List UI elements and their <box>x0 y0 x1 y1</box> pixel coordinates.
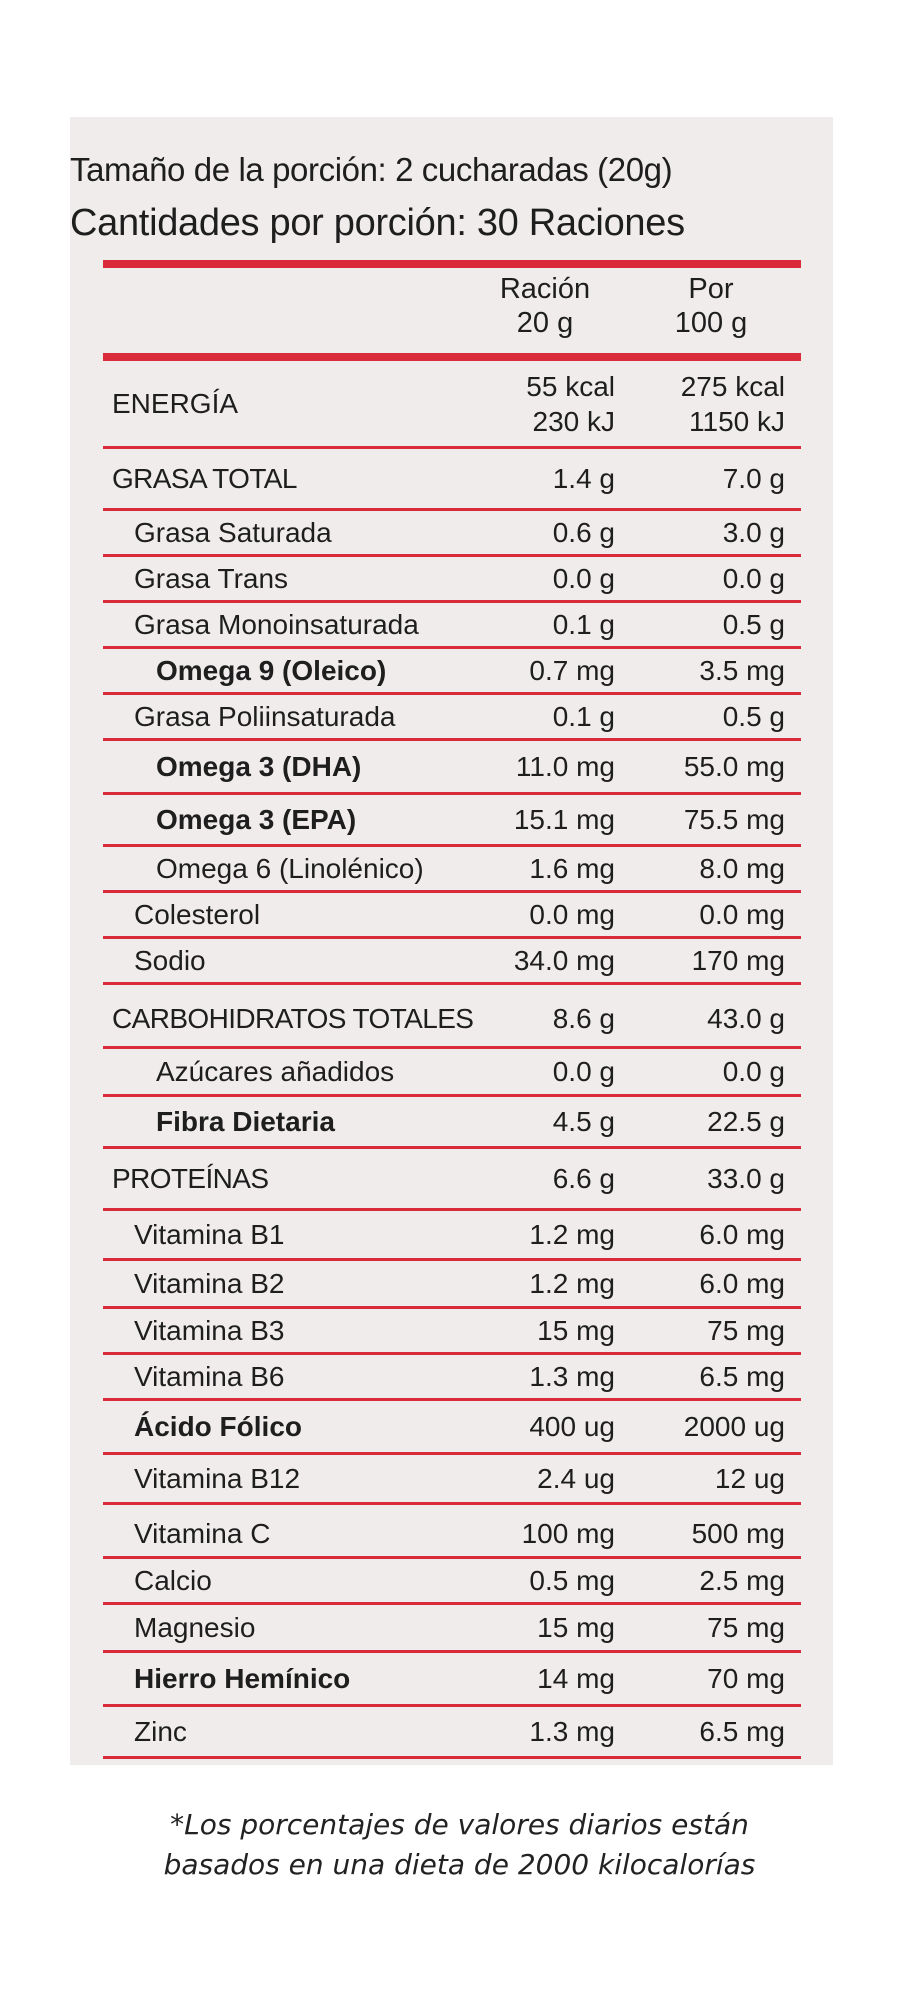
nutrient-name: Sodio <box>134 944 206 976</box>
table-row <box>103 557 801 603</box>
per100-value: 2.5 mg <box>699 1564 785 1596</box>
portion-header-line1: Ración <box>499 273 591 305</box>
table-row <box>103 361 801 449</box>
table-row <box>103 795 801 847</box>
nutrient-name: Vitamina B1 <box>134 1218 285 1250</box>
table-row <box>103 695 801 741</box>
nutrient-name: Grasa Trans <box>134 562 289 594</box>
per100-value <box>681 361 785 446</box>
portion-value: 0.1 g <box>552 700 615 732</box>
per100-value: 6.5 mg <box>699 1360 785 1392</box>
portion-value: 1.6 mg <box>529 852 615 884</box>
table-row <box>103 1149 801 1211</box>
per100-value: 500 mg <box>691 1517 785 1549</box>
portion-value: 1.3 mg <box>529 1715 615 1747</box>
nutrient-name: CARBOHIDRATOS TOTALES <box>112 1002 474 1034</box>
portion-value: 1.2 mg <box>529 1218 615 1250</box>
portion-value: 15 mg <box>537 1611 615 1643</box>
portion-value: 8.6 g <box>552 1002 615 1034</box>
nutrient-name: Hierro Hemínico <box>134 1662 351 1694</box>
nutrient-name: GRASA TOTAL <box>112 462 297 494</box>
portion-value: 0.1 g <box>552 608 615 640</box>
nutrient-name: Fibra Dietaria <box>156 1105 335 1137</box>
portion-value: 1.4 g <box>552 462 615 494</box>
per100-value: 6.0 mg <box>699 1218 785 1250</box>
nutrient-name: Zinc <box>134 1715 187 1747</box>
portion-value: 4.5 g <box>552 1105 615 1137</box>
per100-kj: 1150 kJ <box>689 405 785 437</box>
per100-column-header <box>636 272 786 340</box>
per100-value: 70 mg <box>707 1662 785 1694</box>
table-row <box>103 1261 801 1309</box>
portion-value: 100 mg <box>521 1517 615 1549</box>
per100-header-line1: Por <box>688 273 734 305</box>
footnote <box>0 1805 919 1885</box>
table-row <box>103 1455 801 1505</box>
per100-value: 6.0 mg <box>699 1267 785 1299</box>
nutrient-name: Vitamina B6 <box>134 1360 285 1392</box>
nutrient-name: Omega 6 (Linolénico) <box>156 852 424 884</box>
portion-value <box>526 361 615 446</box>
nutrient-name: Ácido Fólico <box>134 1410 302 1442</box>
nutrient-name: Calcio <box>134 1564 212 1596</box>
table-row <box>103 1559 801 1605</box>
per100-value: 0.0 g <box>722 562 785 594</box>
nutrient-name: Omega 3 (DHA) <box>156 750 362 782</box>
portion-value: 0.0 g <box>552 562 615 594</box>
table-row <box>103 1355 801 1401</box>
nutrient-name: Vitamina C <box>134 1517 271 1549</box>
portion-value: 1.3 mg <box>529 1360 615 1392</box>
table-row <box>103 1707 801 1759</box>
per100-value: 12 ug <box>714 1462 785 1494</box>
per100-value: 75 mg <box>707 1314 785 1346</box>
portion-value: 14 mg <box>537 1662 615 1694</box>
per100-value: 43.0 g <box>707 1002 785 1034</box>
nutrient-name: Grasa Monoinsaturada <box>134 608 419 640</box>
table-row <box>103 893 801 939</box>
nutrient-name: Grasa Poliinsaturada <box>134 700 396 732</box>
servings-per-container: Cantidades por porción: 30 Raciones <box>70 202 685 244</box>
portion-value: 0.0 g <box>552 1055 615 1087</box>
table-row <box>103 1401 801 1455</box>
table-row <box>103 603 801 649</box>
nutrient-name: Vitamina B2 <box>134 1267 285 1299</box>
per100-value: 2000 ug <box>683 1410 785 1442</box>
per100-value: 170 mg <box>691 944 785 976</box>
table-row <box>103 1049 801 1097</box>
portion-value: 15 mg <box>537 1314 615 1346</box>
portion-value: 2.4 ug <box>537 1462 615 1494</box>
table-row <box>103 511 801 557</box>
per100-value: 0.5 g <box>722 608 785 640</box>
table-row <box>103 1505 801 1559</box>
nutrient-name: Grasa Saturada <box>134 516 332 548</box>
serving-size: Tamaño de la porción: 2 cucharadas (20g) <box>70 151 673 188</box>
portion-value: 0.6 g <box>552 516 615 548</box>
per100-value: 22.5 g <box>707 1105 785 1137</box>
per100-value: 55.0 mg <box>683 750 785 782</box>
portion-kcal: 55 kcal <box>526 370 615 402</box>
per100-kcal: 275 kcal <box>680 370 785 402</box>
table-row <box>103 1309 801 1355</box>
nutrient-name: ENERGÍA <box>112 387 239 419</box>
portion-value: 15.1 mg <box>513 803 615 835</box>
nutrient-name: Magnesio <box>134 1611 256 1643</box>
per100-value: 3.0 g <box>722 516 785 548</box>
per100-value: 8.0 mg <box>699 852 785 884</box>
portion-value: 0.5 mg <box>529 1564 615 1596</box>
nutrition-facts-panel <box>70 117 833 1765</box>
table-row <box>103 1653 801 1707</box>
per100-value: 75 mg <box>707 1611 785 1643</box>
portion-column-header <box>470 272 620 340</box>
per100-value: 6.5 mg <box>699 1715 785 1747</box>
per100-value: 33.0 g <box>707 1162 785 1194</box>
portion-value: 0.0 mg <box>529 898 615 930</box>
header-divider <box>103 353 801 361</box>
top-divider <box>103 260 801 268</box>
nutrient-name: PROTEÍNAS <box>112 1162 269 1194</box>
table-row <box>103 741 801 795</box>
nutrient-name: Colesterol <box>134 898 261 930</box>
table-row <box>103 1211 801 1261</box>
table-row <box>103 939 801 985</box>
per100-value: 0.0 mg <box>699 898 785 930</box>
nutrient-name: Vitamina B12 <box>134 1462 301 1494</box>
nutrient-name: Azúcares añadidos <box>156 1055 395 1087</box>
per100-value: 0.0 g <box>722 1055 785 1087</box>
table-row <box>103 847 801 893</box>
portion-value: 34.0 mg <box>513 944 615 976</box>
nutrient-name: Vitamina B3 <box>134 1314 285 1346</box>
portion-value: 0.7 mg <box>529 654 615 686</box>
portion-value: 400 ug <box>529 1410 615 1442</box>
portion-value: 6.6 g <box>552 1162 615 1194</box>
per100-value: 0.5 g <box>722 700 785 732</box>
nutrient-name: Omega 3 (EPA) <box>156 803 357 835</box>
footnote-line1: *Los porcentajes de valores diarios están <box>170 1808 749 1841</box>
per100-value: 75.5 mg <box>683 803 785 835</box>
per100-value: 7.0 g <box>722 462 785 494</box>
per100-header-line2: 100 g <box>674 307 748 339</box>
portion-value: 1.2 mg <box>529 1267 615 1299</box>
table-row <box>103 649 801 695</box>
table-row <box>103 1097 801 1149</box>
table-row <box>103 1605 801 1653</box>
nutrient-name: Omega 9 (Oleico) <box>156 654 387 686</box>
portion-kj: 230 kJ <box>532 405 615 437</box>
table-row <box>103 449 801 511</box>
footnote-line2: basados en una dieta de 2000 kilocalorías <box>163 1848 756 1881</box>
portion-value: 11.0 mg <box>515 750 615 782</box>
table-row <box>103 985 801 1049</box>
per100-value: 3.5 mg <box>699 654 785 686</box>
portion-header-line2: 20 g <box>516 307 574 339</box>
